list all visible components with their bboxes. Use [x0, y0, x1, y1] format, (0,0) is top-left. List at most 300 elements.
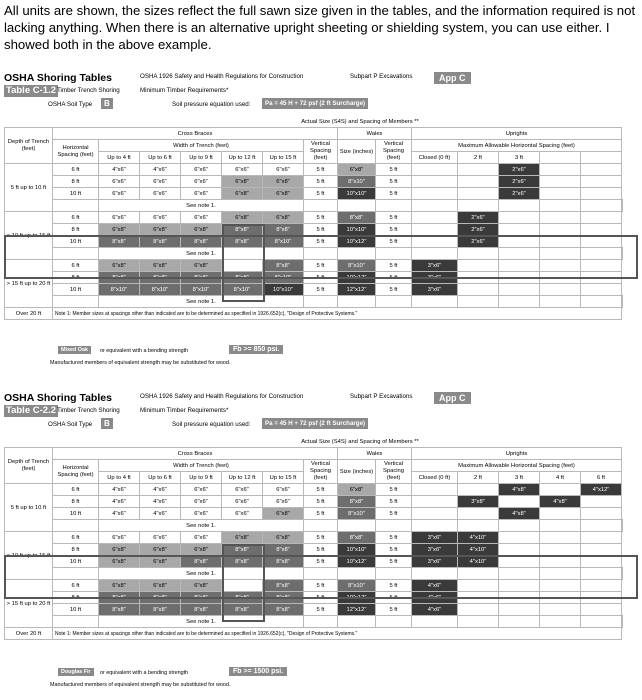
horizontal-spacing: 8 ft	[53, 544, 99, 556]
soil-equation-value: Pa = 45 H + 72 psf (2 ft Surcharge)	[262, 418, 368, 429]
horizontal-spacing: 10 ft	[53, 188, 99, 200]
manufactured-note: Manufactured members of equivalent strength may be substituted for wood.	[50, 682, 231, 688]
width-header: Width of Trench (feet)	[99, 460, 304, 472]
shoring-grid	[4, 436, 623, 640]
minimum-requirements-label: Minimum Timber Requirements*	[140, 87, 229, 94]
upright-size	[540, 484, 581, 496]
table-code-badge: Table C-2.2	[6, 405, 56, 416]
upright-size	[581, 224, 622, 236]
table-row	[5, 508, 623, 520]
cross-brace-size: 8"x8"	[181, 236, 222, 248]
cross-brace-size: 8"x8"	[222, 224, 263, 236]
width-header: Width of Trench (feet)	[99, 140, 304, 152]
cross-brace-size: 4"x6"	[140, 484, 181, 496]
cross-brace-size: 6"x8"	[181, 224, 222, 236]
vertical-spacing: 5 ft	[304, 236, 338, 248]
material-badge: Douglas Fir	[58, 668, 94, 676]
width-col-header: Up to 4 ft	[99, 472, 140, 484]
upright-col-header: 6 ft	[581, 472, 622, 484]
cross-brace-size: 8"x8"	[140, 592, 181, 604]
cross-brace-size: 8"x10"	[222, 284, 263, 296]
actual-size-header: Actual Size (S4S) and Spacing of Members **	[99, 436, 622, 448]
soil-equation-value: Pa = 45 H + 72 psf (2 ft Surcharge)	[262, 98, 368, 109]
cross-brace-size: 6"x6"	[99, 212, 140, 224]
upright-size: 2"x6"	[499, 164, 540, 176]
vertical-spacing: 5 ft	[304, 260, 338, 272]
upright-col-header: 2 ft	[458, 472, 499, 484]
cross-brace-size: 6"x8"	[263, 212, 304, 224]
wale-vertical-spacing: 5 ft	[376, 484, 412, 496]
table-code-badge: Table C-1.2	[6, 85, 56, 96]
wale-vertical-spacing: 5 ft	[376, 544, 412, 556]
cross-brace-size: 8"x10"	[140, 284, 181, 296]
table-row	[5, 532, 623, 544]
horizontal-spacing: 6 ft	[53, 164, 99, 176]
horizontal-spacing: 8 ft	[53, 224, 99, 236]
see-note: See note 1.	[99, 568, 304, 580]
table-row	[5, 224, 623, 236]
cross-brace-size: 6"x8"	[99, 580, 140, 592]
shoring-table-c-1-2	[4, 72, 638, 374]
upright-size	[412, 508, 458, 520]
upright-size	[540, 544, 581, 556]
cross-brace-size: 6"x6"	[181, 532, 222, 544]
note-1: Note 1: Member sizes at spacings other than indicated are to be determined as specified in 1926.652(c), "Design of Protective Systems."	[53, 628, 622, 640]
cross-brace-size: 6"x6"	[263, 484, 304, 496]
horizontal-spacing: 6 ft	[53, 212, 99, 224]
wale-size: 10"x12"	[338, 236, 376, 248]
upright-size	[499, 532, 540, 544]
cross-brace-size: 6"x8"	[263, 188, 304, 200]
upright-size: 3"x6"	[412, 556, 458, 568]
cross-brace-size: 6"x8"	[222, 212, 263, 224]
cross-brace-size: 8"x8"	[263, 260, 304, 272]
vertical-spacing: 5 ft	[304, 496, 338, 508]
cross-brace-size: 4"x6"	[140, 508, 181, 520]
upright-size	[581, 164, 622, 176]
upright-size: 3"x6"	[412, 272, 458, 284]
upright-size	[412, 176, 458, 188]
see-note: See note 1.	[99, 200, 304, 212]
horizontal-spacing: 10 ft	[53, 556, 99, 568]
horizontal-spacing: 10 ft	[53, 284, 99, 296]
upright-size	[499, 496, 540, 508]
upright-size	[581, 284, 622, 296]
wale-vertical-spacing: 5 ft	[376, 188, 412, 200]
cross-brace-size: 6"x6"	[181, 212, 222, 224]
bending-strength-badge: Fb >= 1500 psi.	[229, 667, 287, 676]
wale-size: 8"x10"	[338, 580, 376, 592]
wale-vertical-spacing: 5 ft	[376, 556, 412, 568]
wale-size: 8"x10"	[338, 176, 376, 188]
vertical-spacing: 5 ft	[304, 556, 338, 568]
horizontal-spacing-header: Horizontal Spacing (feet)	[53, 460, 99, 484]
cross-brace-size: 6"x6"	[181, 176, 222, 188]
wale-size: 10"x10"	[338, 188, 376, 200]
wale-size: 10"x10"	[338, 224, 376, 236]
upright-size	[499, 604, 540, 616]
upright-size	[581, 212, 622, 224]
cross-brace-size: 8"x8"	[222, 272, 263, 284]
cross-brace-size: 4"x6"	[140, 496, 181, 508]
note-1: Note 1: Member sizes at spacings other than indicated are to be determined as specified in 1926.652(c), "Design of Protective Systems."	[53, 308, 622, 320]
wale-size: 12"x12"	[338, 604, 376, 616]
soil-equation-label: Soil pressure equation used:	[172, 101, 251, 108]
wales-header: Wales	[338, 128, 412, 140]
upright-size	[458, 164, 499, 176]
highlight-column-box	[222, 224, 265, 302]
vertical-spacing: 5 ft	[304, 592, 338, 604]
cross-brace-size: 8"x10"	[263, 236, 304, 248]
horizontal-spacing: 10 ft	[53, 236, 99, 248]
cross-brace-size: 6"x6"	[222, 508, 263, 520]
wale-vertical-spacing: 5 ft	[376, 532, 412, 544]
appendix-badge: App C	[434, 72, 471, 84]
upright-size	[499, 544, 540, 556]
upright-size: 2"x6"	[499, 176, 540, 188]
subpart-label: Subpart P Excavations	[350, 73, 413, 80]
upright-size	[540, 284, 581, 296]
table-row	[5, 544, 623, 556]
cross-braces-header: Cross Braces	[53, 448, 338, 460]
cross-brace-size: 6"x8"	[140, 544, 181, 556]
vertical-spacing: 5 ft	[304, 212, 338, 224]
upright-size	[458, 604, 499, 616]
width-col-header: Up to 9 ft	[181, 472, 222, 484]
table-subtitle: Timber Trench Shoring	[57, 407, 120, 414]
upright-col-header	[581, 152, 622, 164]
horizontal-spacing: 6 ft	[53, 580, 99, 592]
upright-col-header: 3 ft	[499, 472, 540, 484]
depth-range: > 10 ft up to 15 ft	[5, 212, 53, 260]
upright-size: 4"x8"	[499, 484, 540, 496]
standard-label: OSHA 1926 Safety and Health Regulations for Construction	[140, 73, 304, 80]
soil-type-value: B	[101, 98, 113, 109]
upright-size: 4"x6"	[412, 592, 458, 604]
upright-size	[540, 212, 581, 224]
highlight-box	[4, 555, 638, 599]
over-20-label: Over 20 ft	[5, 628, 53, 640]
bending-strength-badge: Fb >= 850 psi.	[229, 345, 283, 354]
cross-brace-size: 6"x8"	[181, 544, 222, 556]
cross-brace-size: 6"x8"	[140, 556, 181, 568]
cross-brace-size: 6"x6"	[222, 496, 263, 508]
upright-size	[540, 604, 581, 616]
upright-size	[581, 532, 622, 544]
cross-brace-size: 6"x8"	[263, 176, 304, 188]
wale-vertical-spacing: 5 ft	[376, 508, 412, 520]
cross-brace-size: 6"x8"	[140, 260, 181, 272]
width-col-header: Up to 12 ft	[222, 472, 263, 484]
cross-brace-size: 6"x8"	[263, 508, 304, 520]
cross-brace-size: 6"x8"	[99, 260, 140, 272]
table-row	[5, 604, 623, 616]
wale-size: 8"x8"	[338, 532, 376, 544]
highlight-box	[4, 235, 638, 279]
cross-brace-size: 6"x8"	[181, 580, 222, 592]
vertical-spacing: 5 ft	[304, 532, 338, 544]
horizontal-spacing: 8 ft	[53, 272, 99, 284]
wale-vertical-spacing: 5 ft	[376, 604, 412, 616]
upright-size	[458, 176, 499, 188]
wale-size: 6"x8"	[338, 164, 376, 176]
wale-vertical-spacing: 5 ft	[376, 284, 412, 296]
cross-brace-size: 4"x6"	[99, 164, 140, 176]
upright-size	[458, 284, 499, 296]
vertical-spacing: 5 ft	[304, 188, 338, 200]
upright-size: 4"x8"	[499, 508, 540, 520]
cross-brace-size: 6"x6"	[181, 484, 222, 496]
cross-brace-size: 6"x6"	[99, 188, 140, 200]
table-subtitle: Timber Trench Shoring	[57, 87, 120, 94]
vertical-spacing: 5 ft	[304, 580, 338, 592]
cross-brace-size: 8"x8"	[263, 224, 304, 236]
minimum-requirements-label: Minimum Timber Requirements*	[140, 407, 229, 414]
upright-col-header: 2 ft	[458, 152, 499, 164]
upright-size: 2"x6"	[458, 224, 499, 236]
wale-vertical-spacing: 5 ft	[376, 260, 412, 272]
cross-brace-size: 6"x6"	[181, 508, 222, 520]
width-col-header: Up to 15 ft	[263, 152, 304, 164]
upright-size: 3"x6"	[412, 532, 458, 544]
cross-brace-size: 8"x8"	[222, 592, 263, 604]
max-allowable-header: Maximum Allowable Horizontal Spacing (feet)	[412, 140, 622, 152]
table-title: OSHA Shoring Tables	[4, 72, 112, 84]
wales-header: Wales	[338, 448, 412, 460]
cross-brace-size: 8"x8"	[181, 556, 222, 568]
cross-brace-size: 6"x8"	[140, 224, 181, 236]
equivalent-text: or equivalent with a bending strength	[100, 670, 189, 676]
vertical-spacing: 5 ft	[304, 508, 338, 520]
upright-size: 4"x10"	[458, 556, 499, 568]
cross-brace-size: 6"x8"	[181, 260, 222, 272]
wale-size: 6"x8"	[338, 484, 376, 496]
depth-range: > 15 ft up to 20 ft	[5, 580, 53, 628]
wale-vertical-spacing: 5 ft	[376, 496, 412, 508]
cross-brace-size: 8"x8"	[263, 544, 304, 556]
vertical-spacing: 5 ft	[304, 272, 338, 284]
upright-size	[412, 224, 458, 236]
cross-brace-size: 8"x8"	[263, 580, 304, 592]
depth-range: 5 ft up to 10 ft	[5, 484, 53, 532]
cross-brace-size: 8"x10"	[181, 284, 222, 296]
cross-brace-size: 4"x6"	[99, 484, 140, 496]
wale-size: 10"x12"	[338, 556, 376, 568]
upright-size	[581, 496, 622, 508]
depth-range: 5 ft up to 10 ft	[5, 164, 53, 212]
cross-brace-size: 6"x8"	[99, 224, 140, 236]
cross-brace-size: 8"x8"	[140, 236, 181, 248]
vertical-spacing-header: Vertical Spacing (feet)	[304, 140, 338, 164]
cross-brace-size: 6"x6"	[140, 188, 181, 200]
cross-brace-size: 8"x8"	[222, 556, 263, 568]
upright-size	[581, 544, 622, 556]
standard-label: OSHA 1926 Safety and Health Regulations for Construction	[140, 393, 304, 400]
appendix-badge: App C	[434, 392, 471, 404]
cross-brace-size: 8"x10"	[99, 284, 140, 296]
upright-col-header: 3 ft	[499, 152, 540, 164]
cross-brace-size: 8"x8"	[140, 272, 181, 284]
cross-brace-size: 8"x8"	[222, 604, 263, 616]
upright-size: 4"x8"	[540, 496, 581, 508]
upright-size: 3"x6"	[412, 284, 458, 296]
wale-size: 8"x8"	[338, 212, 376, 224]
see-note: See note 1.	[99, 520, 304, 532]
upright-col-header: Closed (0 ft)	[412, 472, 458, 484]
table-row	[5, 188, 623, 200]
cross-brace-size: 6"x8"	[263, 532, 304, 544]
uprights-header: Uprights	[412, 128, 622, 140]
horizontal-spacing: 8 ft	[53, 592, 99, 604]
cross-brace-size: 6"x8"	[222, 532, 263, 544]
upright-size	[412, 164, 458, 176]
upright-size	[540, 176, 581, 188]
upright-size: 4"x10"	[458, 532, 499, 544]
soil-type-value: B	[101, 418, 113, 429]
cross-brace-size: 4"x6"	[99, 496, 140, 508]
upright-size	[581, 176, 622, 188]
cross-brace-size: 8"x8"	[140, 604, 181, 616]
cross-brace-size: 6"x8"	[140, 580, 181, 592]
wale-vertical-spacing: 5 ft	[376, 224, 412, 236]
upright-col-header: 4 ft	[540, 472, 581, 484]
upright-size	[458, 484, 499, 496]
manufactured-note: Manufactured members of equivalent strength may be substituted for wood.	[50, 360, 231, 366]
wale-vertical-spacing: 5 ft	[376, 272, 412, 284]
horizontal-spacing: 6 ft	[53, 532, 99, 544]
cross-brace-size: 6"x6"	[181, 164, 222, 176]
table-row	[5, 212, 623, 224]
horizontal-spacing: 6 ft	[53, 484, 99, 496]
soil-type-label: OSHA Soil Type	[48, 101, 93, 108]
vertical-spacing: 5 ft	[304, 224, 338, 236]
vertical-spacing: 5 ft	[304, 284, 338, 296]
horizontal-spacing-header: Horizontal Spacing (feet)	[53, 140, 99, 164]
cross-brace-size: 6"x6"	[181, 496, 222, 508]
see-note: See note 1.	[99, 616, 304, 628]
wale-size: 8"x10"	[338, 260, 376, 272]
intro-paragraph: All units are shown, the sizes reflect the full sawn size given in the tables, and the information required is not lacking anything. When there is an alternative upright sheeting or shielding system, you can use either. I showed both in the above example.	[4, 3, 636, 52]
uprights-header: Uprights	[412, 448, 622, 460]
vertical-spacing-header: Vertical Spacing (feet)	[304, 460, 338, 484]
cross-brace-size: 6"x8"	[222, 188, 263, 200]
vertical-spacing: 5 ft	[304, 164, 338, 176]
upright-size: 2"x6"	[458, 236, 499, 248]
over-20-label: Over 20 ft	[5, 308, 53, 320]
vertical-spacing: 5 ft	[304, 484, 338, 496]
wale-size-header: Size (inches)	[338, 460, 376, 484]
upright-size: 2"x6"	[499, 188, 540, 200]
soil-type-label: OSHA Soil Type	[48, 421, 93, 428]
upright-size	[581, 508, 622, 520]
wale-size: 10"x12"	[338, 272, 376, 284]
wale-vertical-spacing: 5 ft	[376, 236, 412, 248]
cross-brace-size: 6"x6"	[140, 532, 181, 544]
cross-brace-size: 6"x8"	[99, 544, 140, 556]
depth-header: Depth of Trench (feet)	[5, 128, 53, 164]
cross-brace-size: 8"x8"	[263, 592, 304, 604]
upright-size	[581, 604, 622, 616]
vertical-spacing: 5 ft	[304, 176, 338, 188]
wale-vertical-spacing-header: Vertical Spacing (feet)	[376, 460, 412, 484]
see-note: See note 1.	[99, 296, 304, 308]
upright-size	[540, 188, 581, 200]
subpart-label: Subpart P Excavations	[350, 393, 413, 400]
cross-brace-size: 4"x6"	[140, 164, 181, 176]
depth-header: Depth of Trench (feet)	[5, 448, 53, 484]
cross-brace-size: 6"x6"	[140, 212, 181, 224]
upright-size: 4"x6"	[412, 604, 458, 616]
horizontal-spacing: 10 ft	[53, 508, 99, 520]
see-note: See note 1.	[99, 248, 304, 260]
cross-brace-size: 8"x8"	[181, 604, 222, 616]
cross-brace-size: 8"x8"	[99, 272, 140, 284]
upright-size	[412, 188, 458, 200]
cross-brace-size: 8"x8"	[263, 604, 304, 616]
table-row	[5, 496, 623, 508]
upright-size: 3"x8"	[458, 496, 499, 508]
cross-brace-size: 8"x8"	[181, 272, 222, 284]
cross-brace-size: 8"x10"	[263, 272, 304, 284]
upright-size	[458, 188, 499, 200]
upright-size	[540, 508, 581, 520]
depth-range: > 15 ft up to 20 ft	[5, 260, 53, 308]
cross-brace-size: 6"x8"	[222, 176, 263, 188]
wale-size: 8"x8"	[338, 496, 376, 508]
upright-size: 2"x6"	[458, 212, 499, 224]
upright-size	[412, 484, 458, 496]
vertical-spacing: 5 ft	[304, 604, 338, 616]
width-col-header: Up to 12 ft	[222, 152, 263, 164]
cross-brace-size: 8"x8"	[99, 604, 140, 616]
equivalent-text: or equivalent with a bending strength	[100, 348, 189, 354]
wale-size: 8"x10"	[338, 508, 376, 520]
width-col-header: Up to 6 ft	[140, 472, 181, 484]
cross-brace-size: 6"x6"	[263, 496, 304, 508]
upright-size	[412, 496, 458, 508]
upright-size: 4"x10"	[458, 544, 499, 556]
wale-size: 12"x12"	[338, 284, 376, 296]
shoring-table-c-2-2	[4, 392, 638, 698]
wale-vertical-spacing: 5 ft	[376, 164, 412, 176]
highlight-column-box	[222, 544, 265, 622]
wale-size: 10"x12"	[338, 592, 376, 604]
table-title: OSHA Shoring Tables	[4, 392, 112, 404]
cross-brace-size: 6"x8"	[99, 556, 140, 568]
upright-size: 3"x6"	[412, 544, 458, 556]
horizontal-spacing: 8 ft	[53, 496, 99, 508]
shoring-grid	[4, 116, 623, 320]
upright-col-header: Closed (0 ft)	[412, 152, 458, 164]
width-col-header: Up to 9 ft	[181, 152, 222, 164]
wale-size-header: Size (inches)	[338, 140, 376, 164]
table-row	[5, 164, 623, 176]
upright-size	[540, 224, 581, 236]
upright-size: 4"x12"	[581, 484, 622, 496]
actual-size-header: Actual Size (S4S) and Spacing of Members **	[99, 116, 622, 128]
horizontal-spacing: 8 ft	[53, 176, 99, 188]
wale-vertical-spacing-header: Vertical Spacing (feet)	[376, 140, 412, 164]
upright-size: 3"x6"	[412, 260, 458, 272]
cross-brace-size: 6"x6"	[181, 188, 222, 200]
material-badge: Mixed Oak	[58, 346, 91, 354]
cross-braces-header: Cross Braces	[53, 128, 338, 140]
table-row	[5, 176, 623, 188]
wale-vertical-spacing: 5 ft	[376, 580, 412, 592]
upright-size	[499, 284, 540, 296]
cross-brace-size: 6"x6"	[140, 176, 181, 188]
cross-brace-size: 10"x10"	[263, 284, 304, 296]
